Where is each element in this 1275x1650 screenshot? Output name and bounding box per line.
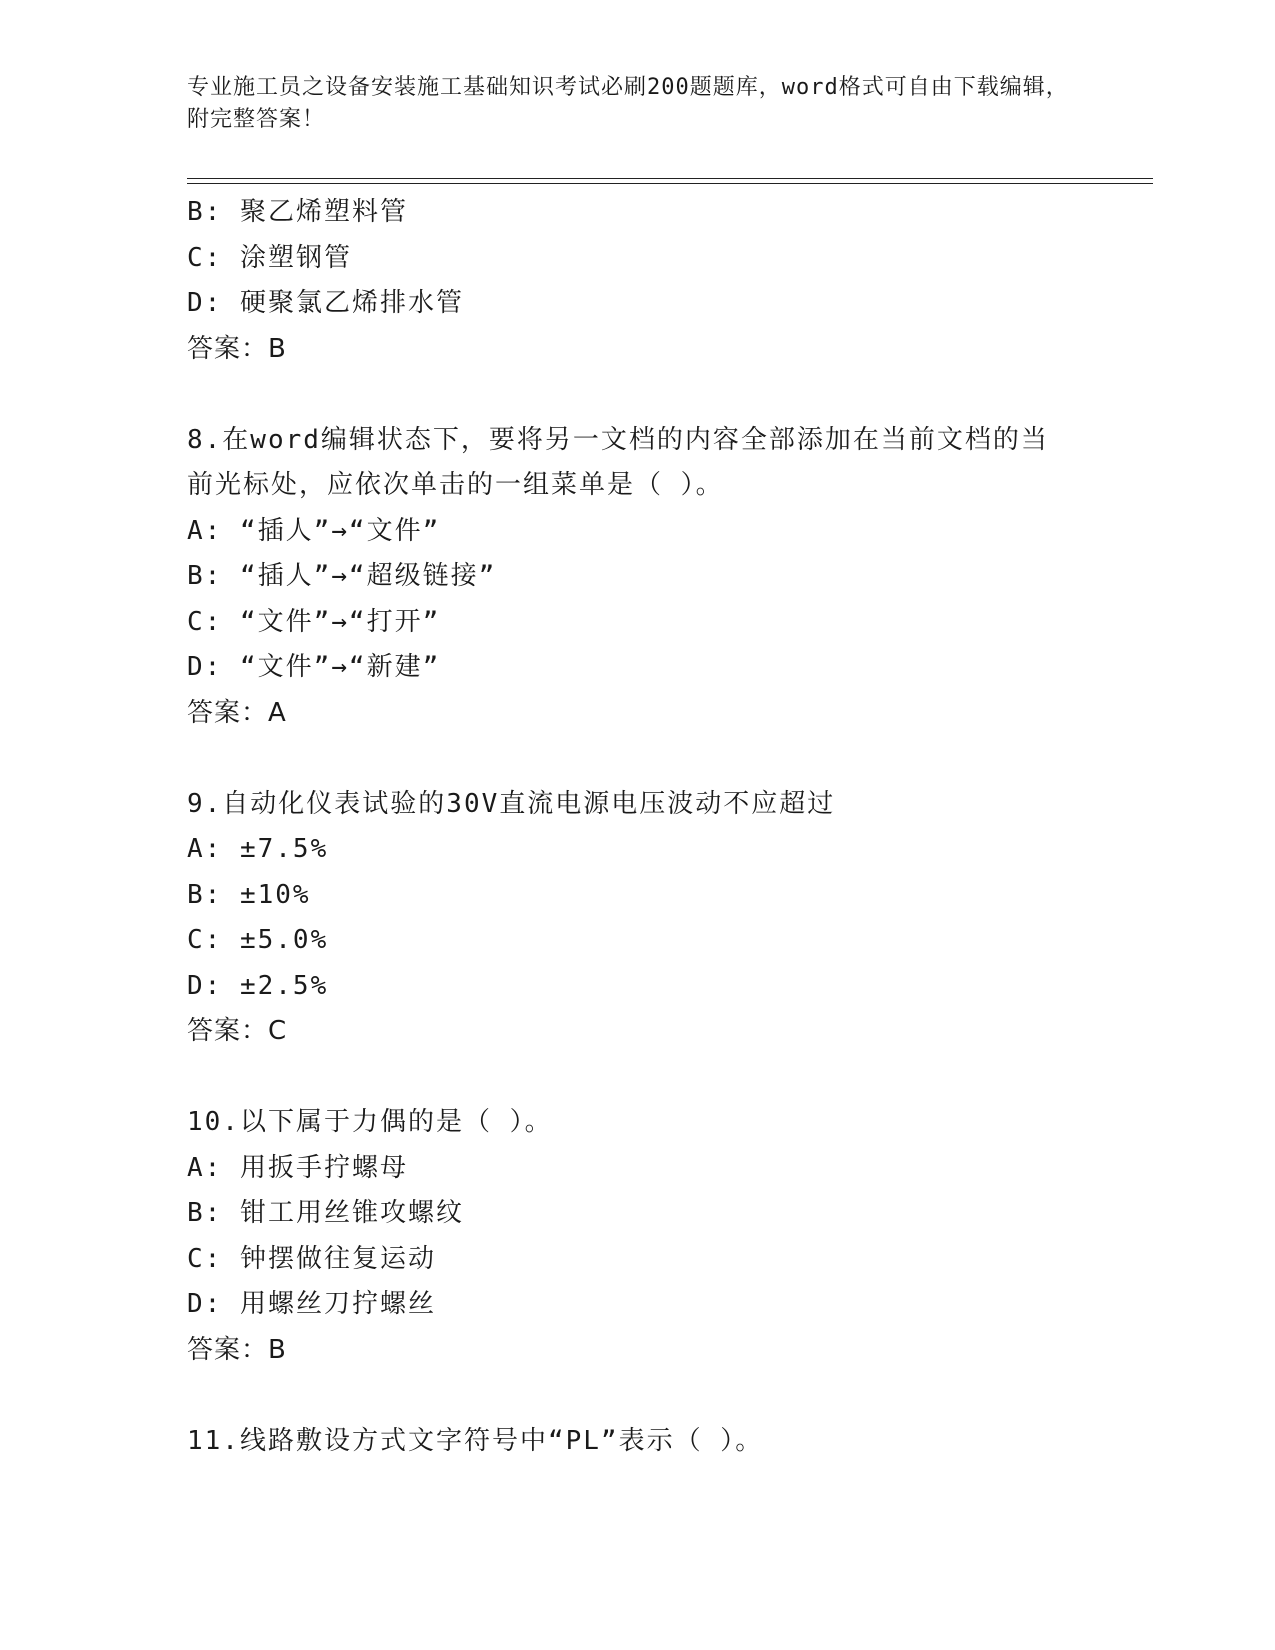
spacer [187, 1373, 1107, 1419]
option-c: C: “文件”→“打开” [187, 606, 441, 637]
header-divider-bottom [187, 183, 1153, 184]
header-divider-top [187, 178, 1153, 179]
question-block-10 [187, 1100, 1107, 1373]
header-title: 专业施工员之设备安装施工基础知识考试必刷200题题库，word格式可自由下载编辑，附完整答案！ [187, 75, 1069, 132]
question-text: 11.线路敷设方式文字符号中“PL”表示（ ）。 [187, 1425, 764, 1456]
question-text: 10.以下属于力偶的是（ ）。 [187, 1107, 553, 1137]
option-a: A: 用扳手拧螺母 [187, 1152, 408, 1183]
document-header [187, 72, 1087, 136]
answer-line: 答案：C [187, 1016, 288, 1046]
option-d: D: 硬聚氯乙烯排水管 [187, 288, 464, 318]
option-c: C: 涂塑钢管 [187, 242, 352, 273]
question-block-8 [187, 418, 1107, 737]
option-b: B: ±10% [187, 879, 311, 910]
question-block-7-partial [187, 190, 1107, 372]
spacer [187, 1055, 1107, 1101]
option-d: D: ±2.5% [187, 970, 329, 1001]
answer-line: 答案：A [187, 697, 287, 728]
answer-line: 答案：B [187, 333, 287, 364]
question-block-11 [187, 1419, 1107, 1465]
option-b: B: 钳工用丝锥攻螺纹 [187, 1198, 464, 1228]
option-a: A: “插人”→“文件” [187, 515, 441, 546]
answer-line: 答案：B [187, 1334, 287, 1365]
option-d: D: “文件”→“新建” [187, 652, 441, 682]
option-a: A: ±7.5% [187, 834, 329, 864]
option-c: C: 钟摆做往复运动 [187, 1243, 436, 1274]
option-b: B: “插人”→“超级链接” [187, 561, 497, 591]
option-c: C: ±5.0% [187, 925, 329, 955]
question-block-9 [187, 782, 1107, 1055]
question-text: 9.自动化仪表试验的30V直流电源电压波动不应超过 [187, 788, 836, 819]
spacer [187, 372, 1107, 418]
document-body [187, 190, 1107, 1464]
spacer [187, 736, 1107, 782]
option-b: B: 聚乙烯塑料管 [187, 197, 408, 227]
option-d: D: 用螺丝刀拧螺丝 [187, 1289, 436, 1319]
question-text: 8.在word编辑状态下，要将另一文档的内容全部添加在当前文档的当前光标处，应依次单击的一组菜单是（ ）。 [187, 424, 1049, 500]
